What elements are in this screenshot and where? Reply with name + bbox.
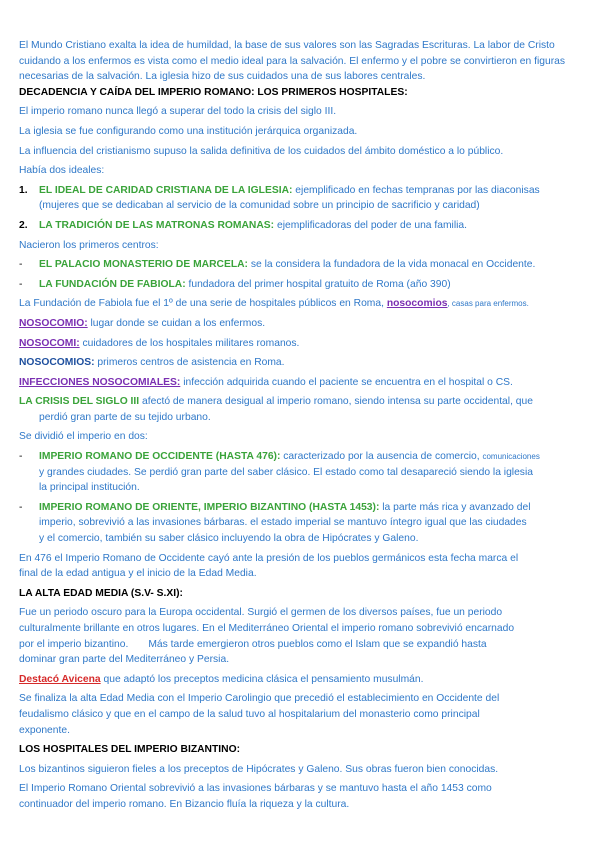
term: LA FUNDACIÓN DE FABIOLA:: [39, 278, 186, 290]
dash-bullet: -: [19, 451, 23, 463]
term: LA TRADICIÓN DE LAS MATRONAS ROMANAS:: [39, 219, 275, 231]
term-text: ejemplificadoras del poder de una familia.: [274, 219, 468, 231]
paragraph-476: En 476 el Imperio Romano de Occidente cayó ante la presión de los pueblos germánicos esta fecha marca el final de la edad antigua y el inicio de la Edad Media.: [19, 552, 519, 580]
document-body: [19, 38, 579, 813]
intro-paragraph: El Mundo Cristiano exalta la idea de humildad, la base de sus valores son las Sagradas Escrituras. La labor de Cristo cuidando a los enfermos es vista como el medio ideal para la salvación. El enfermo y el pobre se convirtieron en figuras necesarias de la salvación. La iglesia hizo de sus cuidados una de sus labores centrales.: [19, 40, 566, 83]
paragraph-carolingio: Se finaliza la alta Edad Media con el Imperio Carolingio que precedió el establecimiento en Occidente del feudalismo clásico y que en el campo de la salud tuvo al hospitalarium del monasterio como principal exponente.: [19, 693, 500, 736]
term: INFECCIONES NOSOCOMIALES:: [19, 376, 181, 388]
paragraph-avicena: Destacó Avicena que adaptó los preceptos medicina clásica el pensamiento musulmán.: [19, 673, 424, 685]
term-text-cont: (mujeres que se dedicaban al servicio de la comunidad sobre un principio de sacrificio y caridad): [39, 200, 480, 212]
term: NOSOCOMIO:: [19, 317, 88, 329]
definition: NOSOCOMIO: lugar donde se cuidan a los enfermos.: [19, 317, 266, 329]
paragraph: La iglesia se fue configurando como una institución jerárquica organizada.: [19, 125, 358, 137]
term: IMPERIO ROMANO DE OCCIDENTE (HASTA 476):: [39, 451, 281, 463]
list-number: 2.: [19, 219, 28, 231]
list-item-ideal-1: [19, 183, 579, 214]
definition: INFECCIONES NOSOCOMIALES: infección adquirida cuando el paciente se encuentra en el hospital o CS.: [19, 376, 513, 388]
term: NOSOCOMI:: [19, 337, 80, 349]
heading-alta-edad-media: LA ALTA EDAD MEDIA (S.V- S.XI):: [19, 587, 183, 599]
list-item-ideal-2: [19, 218, 579, 234]
term-nosocomios: nosocomios: [386, 298, 448, 310]
definition: NOSOCOMI: cuidadores de los hospitales militares romanos.: [19, 337, 300, 349]
term: NOSOCOMIOS:: [19, 357, 95, 369]
list-item-centro-1: [19, 257, 579, 273]
paragraph: Nacieron los primeros centros:: [19, 239, 159, 251]
term-text: ejemplificado en fechas tempranas por las diaconisas: [292, 184, 540, 196]
term: EL IDEAL DE CARIDAD CRISTIANA DE LA IGLESIA:: [39, 184, 293, 196]
dash-bullet: -: [19, 278, 23, 290]
paragraph-alta-edad-media: Fue un periodo oscuro para la Europa occidental. Surgió el germen de los diversos países, fue un periodo culturalmente brillante en otros lugares. En el Mediterráneo Oriental el imperio romano sobrevivió encarnado por el imperio bizantino. Más tarde emergieron otros pueblos como el Islam que se expandió hasta dominar gran parte del Mediterráneo y Persia.: [19, 607, 515, 666]
term-text: se la considera la fundadora de la vida monacal en Occidente.: [248, 259, 536, 271]
heading-hospitales-bizantinos: LOS HOSPITALES DEL IMPERIO BIZANTINO:: [19, 744, 241, 756]
term-avicena: Destacó Avicena: [19, 673, 101, 685]
dash-bullet: -: [19, 501, 23, 513]
list-item-centro-2: [19, 277, 579, 293]
term-text: fundadora del primer hospital gratuito de Roma (año 390): [185, 278, 451, 290]
paragraph: Se dividió el imperio en dos:: [19, 431, 148, 443]
term: LA CRISIS DEL SIGLO III: [19, 396, 140, 408]
paragraph-bizancio: El Imperio Romano Oriental sobrevivió a las invasiones bárbaras y se mantuvo hasta el año 1453 como continuador del imperio romano. En Bizancio fluía la riqueza y la cultura.: [19, 783, 492, 810]
list-number: 1.: [19, 184, 28, 196]
dash-bullet: -: [19, 259, 23, 271]
paragraph: Había dos ideales:: [19, 165, 105, 177]
list-item-oriente: - IMPERIO ROMANO DE ORIENTE, IMPERIO BIZANTINO (HASTA 1453): la parte más rica y avanzado del imperio, sobrevivió a las invasiones bárbaras. el estado imperial se mantuvo íntegro igual que las ciudades y el comercio, también su saber clásico incluyendo la obra de Hipócrates y Galeno.: [19, 500, 579, 547]
paragraph: Los bizantinos siguieron fieles a los preceptos de Hipócrates y Galeno. Sus obras fueron bien conocidas.: [19, 763, 499, 775]
definition: NOSOCOMIOS: primeros centros de asistencia en Roma.: [19, 357, 285, 369]
paragraph: El imperio romano nunca llegó a superar del todo la crisis del siglo III.: [19, 106, 337, 118]
term: EL PALACIO MONASTERIO DE MARCELA:: [39, 259, 248, 271]
term: IMPERIO ROMANO DE ORIENTE, IMPERIO BIZANTINO (HASTA 1453):: [39, 501, 380, 513]
paragraph-fabiola: La Fundación de Fabiola fue el 1º de una serie de hospitales públicos en Roma, nosocomios, casas para enfermos.: [19, 298, 529, 310]
paragraph: La influencia del cristianismo supuso la salida definitiva de los cuidados del ámbito doméstico a lo público.: [19, 145, 504, 157]
heading-decadencia: DECADENCIA Y CAÍDA DEL IMPERIO ROMANO: LOS PRIMEROS HOSPITALES:: [19, 86, 408, 98]
list-item-occidente: - IMPERIO ROMANO DE OCCIDENTE (HASTA 476): caracterizado por la ausencia de comercio, comunicaciones y grandes ciudades. Se perdió gran parte del saber clásico. El estado como tal desapareció siendo la iglesia la principal institución.: [19, 449, 579, 496]
paragraph-crisis: LA CRISIS DEL SIGLO III afectó de manera desigual al imperio romano, siendo intensa su parte occidental, que perdió gran parte de su tejido urbano.: [19, 396, 533, 423]
